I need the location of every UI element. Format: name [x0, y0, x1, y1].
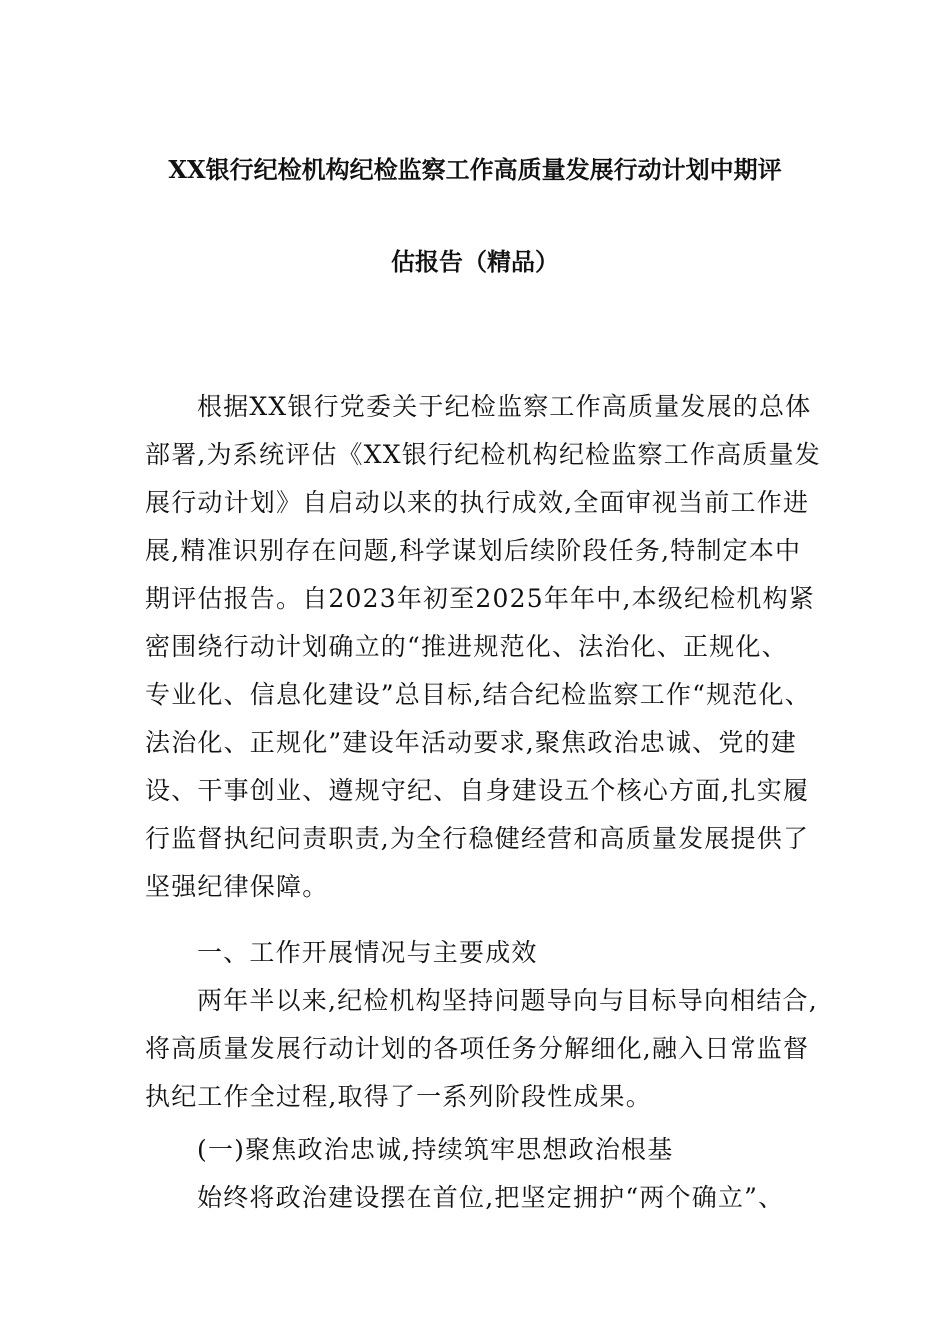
paragraph-line: 法治化、正规化”建设年活动要求,聚焦政治忠诚、党的建	[145, 728, 797, 757]
paragraph-line: 设、干事创业、遵规守纪、自身建设五个核心方面,扎实履	[145, 776, 810, 805]
section-heading: 一、工作开展情况与主要成效	[197, 938, 538, 967]
paragraph-line: 将高质量发展行动计划的各项任务分解细化,融入日常监督	[145, 1034, 810, 1063]
paragraph-line: 密围绕行动计划确立的“推进规范化、法治化、正规化、	[145, 632, 788, 661]
paragraph-line: 行监督执纪问责职责,为全行稳健经营和高质量发展提供了	[145, 824, 810, 853]
paragraph-line: 部署,为系统评估《XX银行纪检机构纪检监察工作高质量发	[145, 440, 821, 469]
document-title-line-2: 估报告（精品）	[391, 247, 559, 276]
paragraph-line: 坚强纪律保障。	[145, 872, 329, 901]
document-title-line-1: XX银行纪检机构纪检监察工作高质量发展行动计划中期评	[168, 155, 782, 184]
paragraph-line: 专业化、信息化建设”总目标,结合纪检监察工作“规范化、	[145, 680, 811, 709]
subsection-heading: (一)聚焦政治忠诚,持续筑牢思想政治根基	[197, 1135, 674, 1164]
paragraph-line: 始终将政治建设摆在首位,把坚定拥护“两个确立”、	[197, 1183, 785, 1212]
paragraph-line: 两年半以来,纪检机构坚持问题导向与目标导向相结合,	[197, 986, 818, 1015]
paragraph-line: 展行动计划》自启动以来的执行成效,全面审视当前工作进	[145, 488, 810, 517]
paragraph-line: 展,精准识别存在问题,科学谋划后续阶段任务,特制定本中	[145, 536, 802, 565]
paragraph-line: 根据XX银行党委关于纪检监察工作高质量发展的总体	[197, 392, 812, 421]
paragraph-line: 期评估报告。自2023年初至2025年年中,本级纪检机构紧	[145, 584, 815, 613]
paragraph-line: 执纪工作全过程,取得了一系列阶段性成果。	[145, 1082, 652, 1111]
